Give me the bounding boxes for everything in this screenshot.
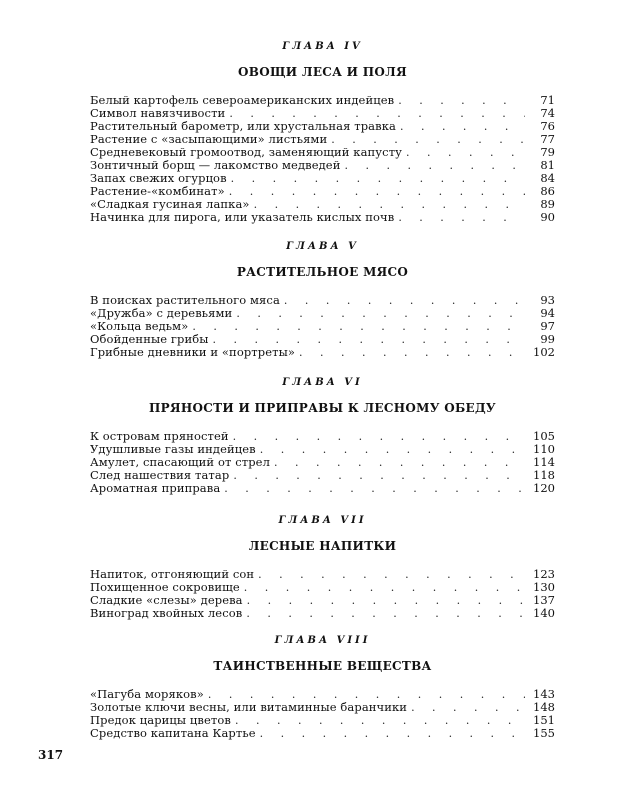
dot-leader (246, 607, 525, 620)
toc-entry (90, 607, 555, 620)
entry-title: Запах свежих огурцов (90, 171, 227, 185)
entry-page-number: 84 (540, 171, 555, 185)
dot-leader (235, 714, 525, 727)
entry-title: К островам пряностей (90, 429, 229, 443)
dot-leader (192, 320, 525, 333)
entry-page-number: 130 (533, 580, 555, 594)
entry-page-number: 99 (540, 332, 555, 346)
entry-page-number: 151 (533, 713, 555, 727)
dot-leader (299, 346, 525, 359)
entry-title: Удушливые газы индейцев (90, 442, 256, 456)
chapter-6 (90, 376, 555, 495)
entry-title: В поисках растительного мяса (90, 293, 280, 307)
entry-page-number: 86 (540, 184, 555, 198)
dot-leader (284, 294, 525, 307)
toc-list (90, 294, 555, 359)
entry-title: Белый картофель североамериканских индейцев (90, 93, 395, 107)
dot-leader (231, 172, 525, 185)
dot-leader (260, 727, 525, 740)
toc-list (90, 430, 555, 495)
entry-title: Виноград хвойных лесов (90, 606, 243, 620)
toc-entry (90, 346, 555, 359)
chapter-label: ГЛАВА VII (278, 515, 367, 526)
toc-entry (90, 727, 555, 740)
chapter-4 (90, 40, 555, 224)
entry-page-number: 93 (540, 293, 555, 307)
dot-leader (244, 581, 525, 594)
dot-leader (233, 469, 525, 482)
chapter-title: ОВОЩИ ЛЕСА И ПОЛЯ (238, 65, 407, 79)
entry-page-number: 118 (533, 468, 555, 482)
entry-title: «Кольца ведьм» (90, 319, 189, 333)
dot-leader (258, 568, 525, 581)
entry-title: Растение-«комбинат» (90, 184, 225, 198)
entry-page-number: 76 (540, 119, 555, 133)
dot-leader (247, 594, 525, 607)
dot-leader (233, 430, 525, 443)
toc-list (90, 94, 555, 224)
entry-title: Растительный барометр, или хрустальная травка (90, 119, 396, 133)
entry-title: След нашествия татар (90, 468, 230, 482)
chapter-label: ГЛАВА VIII (274, 635, 371, 646)
dot-leader (229, 185, 525, 198)
entry-title: Символ навязчивости (90, 106, 226, 120)
entry-title: Похищенное сокровище (90, 580, 240, 594)
toc-list (90, 568, 555, 620)
entry-title: «Пагуба моряков» (90, 687, 204, 701)
entry-page-number: 120 (533, 481, 555, 495)
entry-page-number: 110 (533, 442, 555, 456)
chapter-7 (90, 514, 555, 620)
entry-page-number: 143 (533, 687, 555, 701)
entry-page-number: 148 (533, 700, 555, 714)
entry-title: Зонтичный борщ — лакомство медведей (90, 158, 341, 172)
toc-entry (90, 211, 555, 224)
entry-page-number: 81 (540, 158, 555, 172)
entry-title: Средство капитана Картье (90, 726, 256, 740)
entry-page-number: 155 (533, 726, 555, 740)
chapter-5 (90, 240, 555, 359)
entry-title: Грибные дневники и «портреты» (90, 345, 295, 359)
entry-page-number: 105 (533, 429, 555, 443)
chapter-title: РАСТИТЕЛЬНОЕ МЯСО (236, 265, 409, 279)
entry-title: «Сладкая гусиная лапка» (90, 197, 250, 211)
dot-leader (398, 94, 525, 107)
entry-page-number: 97 (540, 319, 555, 333)
dot-leader (411, 701, 525, 714)
entry-page-number: 89 (540, 197, 555, 211)
entry-title: Золотые ключи весны, или витаминные баранчики (90, 700, 408, 714)
entry-page-number: 137 (533, 593, 555, 607)
toc-entry (90, 482, 555, 495)
dot-leader (398, 211, 525, 224)
entry-title: Ароматная приправа (90, 481, 221, 495)
entry-title: «Дружба» с деревьями (90, 306, 233, 320)
dot-leader (274, 456, 525, 469)
entry-page-number: 114 (533, 455, 555, 469)
entry-title: Сладкие «слезы» дерева (90, 593, 243, 607)
chapter-label: ГЛАВА V (286, 241, 359, 252)
dot-leader (406, 146, 525, 159)
entry-page-number: 140 (533, 606, 555, 620)
entry-title: Предок царицы цветов (90, 713, 231, 727)
chapter-title: ЛЕСНЫЕ НАПИТКИ (248, 539, 397, 553)
entry-page-number: 79 (540, 145, 555, 159)
page-number: 317 (38, 748, 64, 762)
entry-title: Начинка для пирога, или указатель кислых почв (90, 210, 395, 224)
dot-leader (260, 443, 525, 456)
entry-page-number: 71 (540, 93, 555, 107)
entry-title: Средневековый громоотвод, заменяющий капусту (90, 145, 403, 159)
chapter-title: ПРЯНОСТИ И ПРИПРАВЫ К ЛЕСНОМУ ОБЕДУ (149, 401, 496, 415)
entry-page-number: 123 (533, 567, 555, 581)
chapter-title: ТАИНСТВЕННЫЕ ВЕЩЕСТВА (213, 659, 432, 673)
chapter-8 (90, 634, 555, 740)
entry-page-number: 77 (540, 132, 555, 146)
chapter-label: ГЛАВА VI (282, 377, 363, 388)
entry-page-number: 94 (540, 306, 555, 320)
entry-page-number: 74 (540, 106, 555, 120)
dot-leader (400, 120, 525, 133)
entry-title: Амулет, спасающий от стрел (90, 455, 270, 469)
entry-title: Обойденные грибы (90, 332, 209, 346)
entry-title: Напиток, отгоняющий сон (90, 567, 255, 581)
entry-page-number: 90 (540, 210, 555, 224)
entry-title: Растение с «засыпающими» листьями (90, 132, 328, 146)
dot-leader (224, 482, 525, 495)
dot-leader (236, 307, 525, 320)
entry-page-number: 102 (533, 345, 555, 359)
dot-leader (344, 159, 525, 172)
chapter-label: ГЛАВА IV (282, 41, 363, 52)
toc-list (90, 688, 555, 740)
